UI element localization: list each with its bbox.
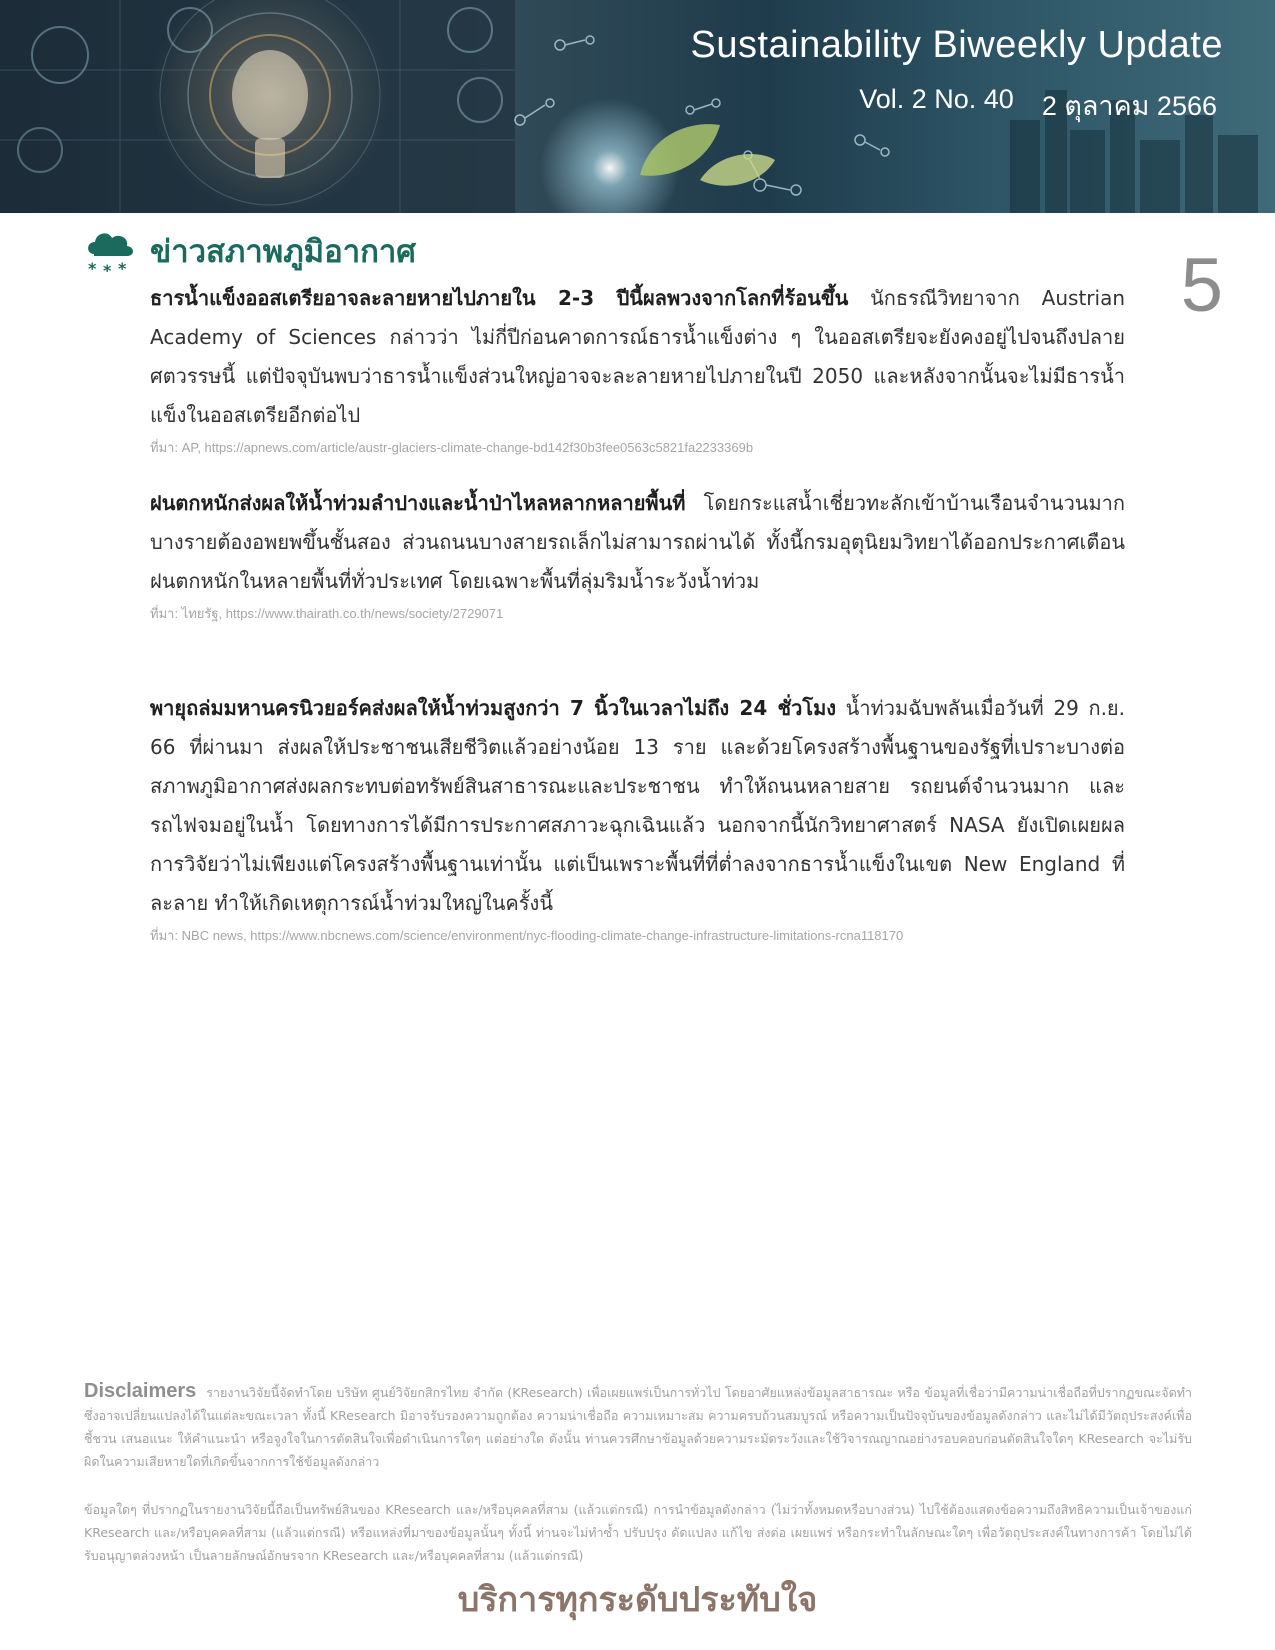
article-headline: พายุถล่มมหานครนิวยอร์คส่งผลให้น้ำท่วมสูงกว่า 7 นิ้วในเวลาไม่ถึง 24 ชั่วโมง <box>150 696 837 720</box>
article-headline: ธารน้ำแข็งออสเตรียอาจละลายหายไปภายใน 2-3 ปีนี้ผลพวงจากโลกที่ร้อนขึ้น <box>150 286 849 310</box>
svg-text:*: * <box>88 259 97 278</box>
article-body: น้ำท่วมฉับพลันเมื่อวันที่ 29 ก.ย. 66 ที่ผ่านมา ส่งผลให้ประชาชนเสียชีวิตแล้วอย่างน้อย 13 ราย และด้วยโครงสร้างพื้นฐานของรัฐที่เปราะบางต่อสภาพภูมิอากาศส่งผลกระทบต่อทรัพย์สินสาธารณะและประชาชน ทำให้ถนนหลายสาย รถยนต์จำนวนมาก และรถไฟจมอยู่ในน้ำ โดยทางการได้มีการประกาศสภาวะฉุกเฉินแล้ว นอกจากนี้นักวิทยาศาสตร์ NASA ยังเปิดเผยผลการวิจัยว่าไม่เพียงแต่โครงสร้างพื้นฐานเท่านั้น แต่เป็นเพราะพื้นที่ที่ต่ำลงจากธารน้ำแข็งในเขต New England ที่ละลาย ทำให้เกิดเหตุการณ์น้ำท่วมใหญ่ในครั้งนี้ <box>150 696 1125 915</box>
header-banner <box>0 0 1275 213</box>
disclaimer-paragraph: รายงานวิจัยนี้จัดทำโดย บริษัท ศูนย์วิจัยกสิกรไทย จำกัด (KResearch) เพื่อเผยแพร่เป็นการทั่วไป โดยอาศัยแหล่งข้อมูลสาธารณะ หรือ ข้อมูลที่เชื่อว่ามีความน่าเชื่อถือที่ปรากฏขณะจัดทำ ซึ่งอาจเปลี่ยนแปลงได้ในแต่ละขณะเวลา ทั้งนี้ KResearch มิอาจรับรองความถูกต้อง ความน่าเชื่อถือ ความเหมาะสม ความครบถ้วนสมบูรณ์ หรือความเป็นปัจจุบันของข้อมูลดังกล่าว และไม่ได้มีวัตถุประสงค์เพื่อชี้ชวน เสนอแนะ ให้คำแนะนำ หรือจูงใจในการตัดสินใจเพื่อดำเนินการใดๆ แต่อย่างใด ดังนั้น ท่านควรศึกษาข้อมูลด้วยความระมัดระวังและใช้วิจารณญาณอย่างรอบคอบก่อนตัดสินใจใดๆ KResearch จะไม่รับผิดในความเสียหายใดที่เกิดขึ้นจากการใช้ข้อมูลดังกล่าว <box>84 1385 1192 1469</box>
article-headline: ฝนตกหนักส่งผลให้น้ำท่วมลำปางและน้ำป่าไหลหลากหลายพื้นที่ <box>150 491 686 515</box>
publication-title: Sustainability Biweekly Update <box>690 24 1223 66</box>
copyright-block <box>84 1498 1192 1567</box>
page-number: 5 <box>1180 243 1223 328</box>
disclaimer-block <box>84 1380 1192 1473</box>
article-source: ที่มา: NBC news, https://www.nbcnews.com/science/environment/nyc-flooding-climate-change-infrastructure-limitations-rcna118170 <box>150 928 904 943</box>
footer-tagline: บริการทุกระดับประทับใจ <box>457 1580 818 1620</box>
svg-text:*: * <box>103 261 112 280</box>
news-article <box>150 484 1125 624</box>
news-article <box>150 689 1125 946</box>
news-article <box>150 279 1125 458</box>
svg-text:*: * <box>118 259 127 278</box>
article-text <box>150 279 1125 435</box>
issue-info <box>859 84 1217 127</box>
issue-date: 2 ตุลาคม 2566 <box>1041 91 1217 121</box>
section-title: ข่าวสภาพภูมิอากาศ <box>150 234 416 270</box>
article-source: ที่มา: AP, https://apnews.com/article/austr-glaciers-climate-change-bd142f30b3fee0563c5821fa2233369b <box>150 440 754 455</box>
disclaimer-title: Disclaimers <box>84 1380 197 1402</box>
article-text <box>150 689 1125 923</box>
article-source: ที่มา: ไทยรัฐ, https://www.thairath.co.th/news/society/2729071 <box>150 606 504 621</box>
article-body: โดยกระแสน้ำเชี่ยวทะลักเข้าบ้านเรือนจำนวนมาก บางรายต้องอพยพขึ้นชั้นสอง ส่วนถนนบางสายรถเล็กไม่สามารถผ่านได้ ทั้งนี้กรมอุตุนิยมวิทยาได้ออกประกาศเตือนฝนตกหนักในหลายพื้นที่ทั่วประเทศ โดยเฉพาะพื้นที่ลุ่มริมน้ำระวังน้ำท่วม <box>150 491 1125 593</box>
copyright-paragraph: ข้อมูลใดๆ ที่ปรากฏในรายงานวิจัยนี้ถือเป็นทรัพย์สินของ KResearch และ/หรือบุคคลที่สาม (แล้วแต่กรณี) การนำข้อมูลดังกล่าว (ไม่ว่าทั้งหมดหรือบางส่วน) ไปใช้ต้องแสดงข้อความถึงสิทธิความเป็นเจ้าของแก่ KResearch และ/หรือบุคคลที่สาม (แล้วแต่กรณี) หรือแหล่งที่มาของข้อมูลนั้นๆ ทั้งนี้ ท่านจะไม่ทำซ้ำ ปรับปรุง ดัดแปลง แก้ไข ส่งต่อ เผยแพร่ หรือกระทำในลักษณะใดๆ เพื่อวัตถุประสงค์ในทางการค้า โดยไม่ได้รับอนุญาตล่วงหน้า เป็นลายลักษณ์อักษรจาก KResearch และ/หรือบุคคลที่สาม (แล้วแต่กรณี) <box>84 1502 1192 1563</box>
article-text <box>150 484 1125 601</box>
article-body: นักธรณีวิทยาจาก Austrian Academy of Sciences กล่าวว่า ไม่กี่ปีก่อนคาดการณ์ธารน้ำแข็งต่าง ๆ ในออสเตรียจะยังคงอยู่ไปจนถึงปลายศตวรรษนี้ แต่ปัจจุบันพบว่าธารน้ำแข็งส่วนใหญ่อาจจะละลายหายไปภายในปี 2050 และหลังจากนั้นจะไม่มีธารน้ำแข็งในออสเตรียอีกต่อไป <box>150 286 1125 427</box>
snow-cloud-icon <box>82 224 138 280</box>
issue-volume: Vol. 2 No. 40 <box>859 84 1014 114</box>
